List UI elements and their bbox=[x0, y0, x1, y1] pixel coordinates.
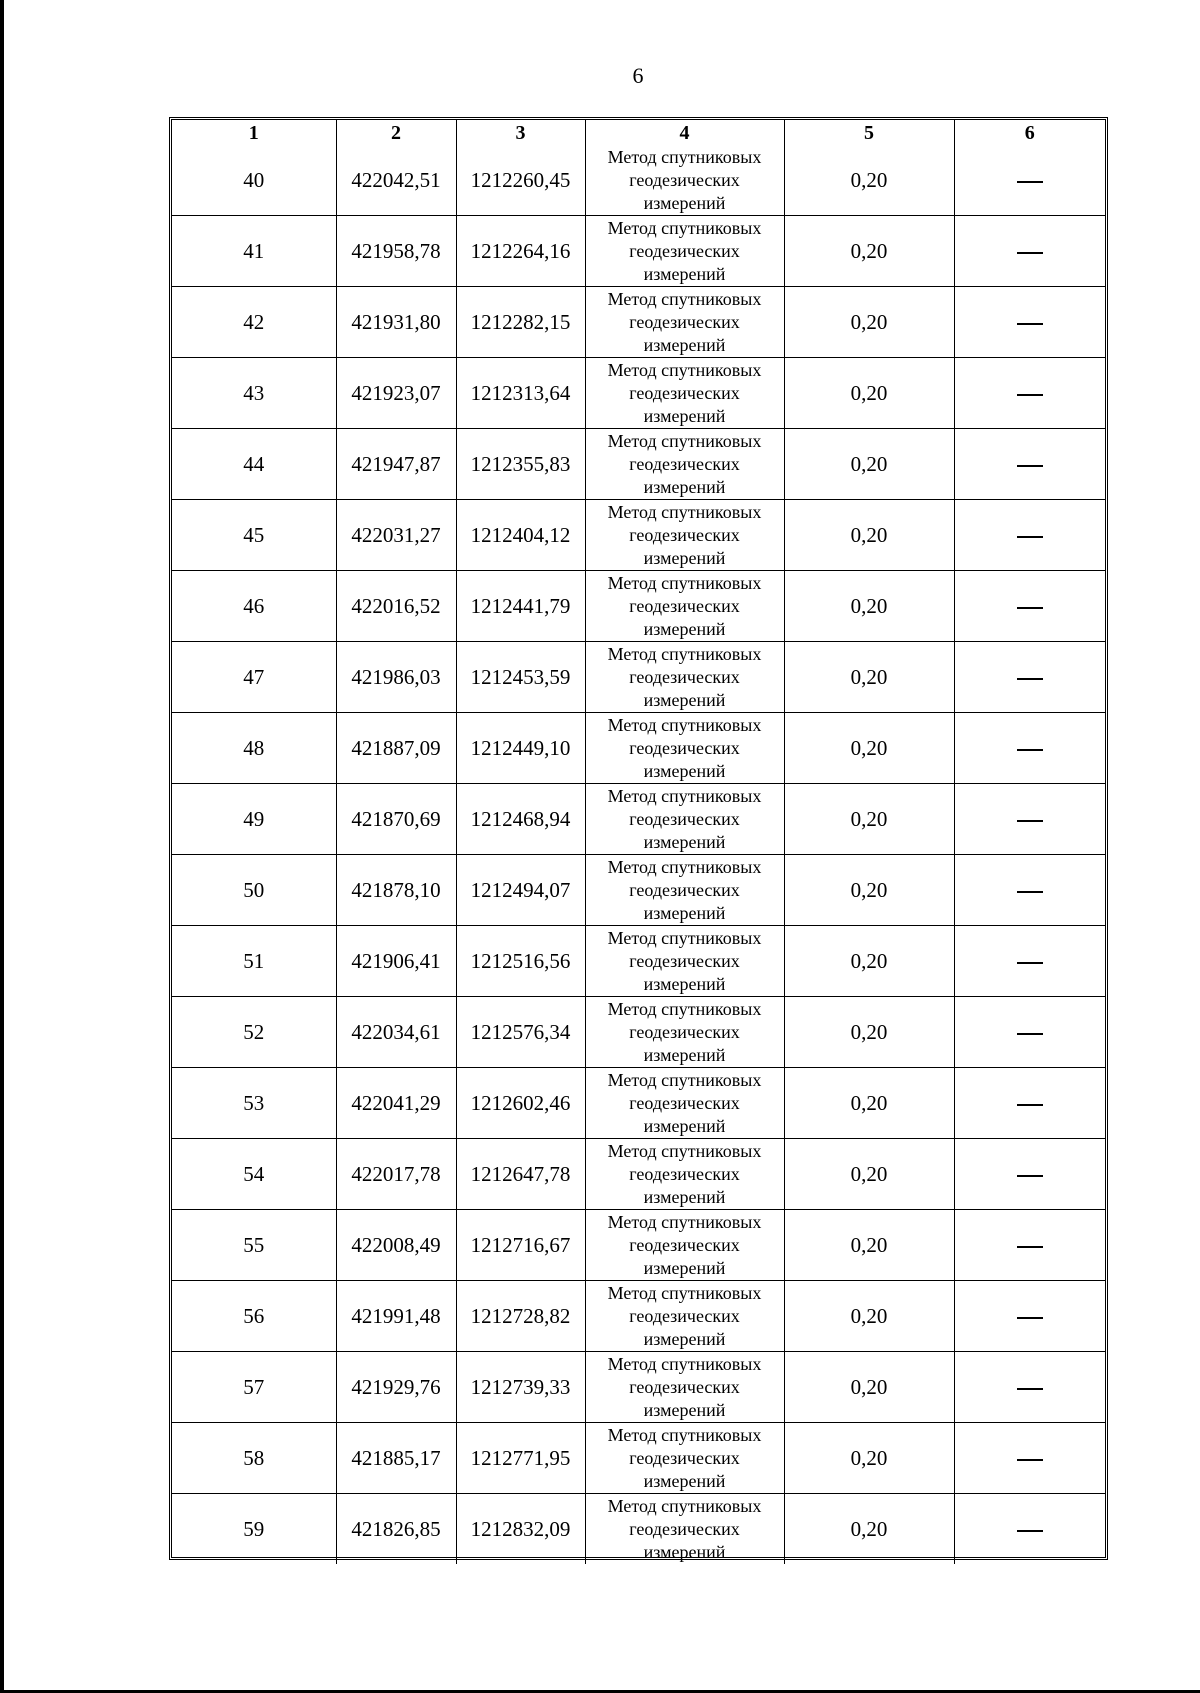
coordinate-y-cell: 1212449,10 bbox=[456, 713, 585, 784]
em-dash bbox=[1017, 1033, 1043, 1035]
accuracy-cell: 0,20 bbox=[784, 1068, 954, 1139]
method-cell bbox=[585, 216, 784, 287]
method-cell bbox=[585, 642, 784, 713]
coordinate-y-cell: 1212602,46 bbox=[456, 1068, 585, 1139]
em-dash bbox=[1017, 1175, 1043, 1177]
table-row bbox=[172, 287, 1105, 358]
coordinate-y-cell: 1212739,33 bbox=[456, 1352, 585, 1423]
method-cell bbox=[585, 713, 784, 784]
method-line: геодезических bbox=[629, 1234, 740, 1255]
method-line: Метод спутниковых bbox=[607, 217, 762, 238]
method-cell bbox=[585, 1494, 784, 1565]
coordinate-y-cell: 1212282,15 bbox=[456, 287, 585, 358]
coordinate-x-cell: 422008,49 bbox=[336, 1210, 456, 1281]
method-line: Метод спутниковых bbox=[607, 1069, 762, 1090]
method-cell bbox=[585, 926, 784, 997]
note-cell bbox=[954, 784, 1105, 855]
coordinate-y-cell: 1212260,45 bbox=[456, 145, 585, 216]
accuracy-cell: 0,20 bbox=[784, 1281, 954, 1352]
method-line: Метод спутниковых bbox=[607, 572, 762, 593]
coordinate-y-cell: 1212728,82 bbox=[456, 1281, 585, 1352]
method-line: геодезических bbox=[629, 595, 740, 616]
accuracy-cell: 0,20 bbox=[784, 216, 954, 287]
method-line: геодезических bbox=[629, 879, 740, 900]
point-number-cell: 49 bbox=[172, 784, 336, 855]
method-line: Метод спутниковых bbox=[607, 714, 762, 735]
table-row bbox=[172, 1494, 1105, 1565]
method-line: Метод спутниковых bbox=[607, 785, 762, 806]
note-cell bbox=[954, 500, 1105, 571]
em-dash bbox=[1017, 394, 1043, 396]
accuracy-cell: 0,20 bbox=[784, 500, 954, 571]
coordinate-y-cell: 1212355,83 bbox=[456, 429, 585, 500]
table-row bbox=[172, 997, 1105, 1068]
coordinate-y-cell: 1212453,59 bbox=[456, 642, 585, 713]
method-line: Метод спутниковых bbox=[607, 1353, 762, 1374]
table-header-row bbox=[172, 120, 1105, 145]
point-number-cell: 48 bbox=[172, 713, 336, 784]
coordinate-x-cell: 422034,61 bbox=[336, 997, 456, 1068]
method-line: измерений bbox=[643, 1399, 726, 1420]
note-cell bbox=[954, 358, 1105, 429]
coordinate-x-cell: 422016,52 bbox=[336, 571, 456, 642]
method-line: измерений bbox=[643, 405, 726, 426]
accuracy-cell: 0,20 bbox=[784, 1210, 954, 1281]
method-line: Метод спутниковых bbox=[607, 430, 762, 451]
method-cell bbox=[585, 429, 784, 500]
method-line: геодезических bbox=[629, 1518, 740, 1539]
em-dash bbox=[1017, 678, 1043, 680]
coordinate-x-cell: 421958,78 bbox=[336, 216, 456, 287]
method-line: геодезических bbox=[629, 453, 740, 474]
method-line: геодезических bbox=[629, 524, 740, 545]
coordinate-x-cell: 421878,10 bbox=[336, 855, 456, 926]
method-cell bbox=[585, 358, 784, 429]
scan-border-left bbox=[0, 0, 4, 1693]
column-header: 3 bbox=[456, 120, 585, 145]
accuracy-cell: 0,20 bbox=[784, 997, 954, 1068]
method-line: Метод спутниковых bbox=[607, 1495, 762, 1516]
coordinates-table bbox=[172, 120, 1105, 1564]
em-dash bbox=[1017, 891, 1043, 893]
table-row bbox=[172, 1352, 1105, 1423]
table-row bbox=[172, 500, 1105, 571]
method-line: геодезических bbox=[629, 1021, 740, 1042]
method-line: Метод спутниковых bbox=[607, 1140, 762, 1161]
method-line: измерений bbox=[643, 334, 726, 355]
method-line: геодезических bbox=[629, 1447, 740, 1468]
method-line: Метод спутниковых bbox=[607, 146, 762, 167]
method-line: геодезических bbox=[629, 1376, 740, 1397]
method-cell bbox=[585, 855, 784, 926]
coordinate-x-cell: 421906,41 bbox=[336, 926, 456, 997]
point-number-cell: 55 bbox=[172, 1210, 336, 1281]
accuracy-cell: 0,20 bbox=[784, 145, 954, 216]
point-number-cell: 41 bbox=[172, 216, 336, 287]
accuracy-cell: 0,20 bbox=[784, 358, 954, 429]
em-dash bbox=[1017, 820, 1043, 822]
coordinate-y-cell: 1212832,09 bbox=[456, 1494, 585, 1565]
method-line: Метод спутниковых bbox=[607, 288, 762, 309]
note-cell bbox=[954, 429, 1105, 500]
accuracy-cell: 0,20 bbox=[784, 287, 954, 358]
method-line: геодезических bbox=[629, 1163, 740, 1184]
method-line: измерений bbox=[643, 689, 726, 710]
table-row bbox=[172, 358, 1105, 429]
coordinate-x-cell: 421923,07 bbox=[336, 358, 456, 429]
method-cell bbox=[585, 1423, 784, 1494]
table-body bbox=[172, 145, 1105, 1564]
table-row bbox=[172, 571, 1105, 642]
coordinates-table-frame bbox=[169, 117, 1108, 1560]
table-row bbox=[172, 216, 1105, 287]
coordinate-y-cell: 1212716,67 bbox=[456, 1210, 585, 1281]
method-cell bbox=[585, 571, 784, 642]
page-number: 6 bbox=[632, 63, 644, 88]
note-cell bbox=[954, 571, 1105, 642]
note-cell bbox=[954, 1494, 1105, 1565]
coordinate-x-cell: 422031,27 bbox=[336, 500, 456, 571]
point-number-cell: 58 bbox=[172, 1423, 336, 1494]
accuracy-cell: 0,20 bbox=[784, 713, 954, 784]
point-number-cell: 43 bbox=[172, 358, 336, 429]
em-dash bbox=[1017, 1246, 1043, 1248]
point-number-cell: 40 bbox=[172, 145, 336, 216]
method-cell bbox=[585, 287, 784, 358]
method-cell bbox=[585, 997, 784, 1068]
table-row bbox=[172, 145, 1105, 216]
table-row bbox=[172, 713, 1105, 784]
method-cell bbox=[585, 1210, 784, 1281]
method-line: измерений bbox=[643, 192, 726, 213]
method-line: Метод спутниковых bbox=[607, 1211, 762, 1232]
table-row bbox=[172, 855, 1105, 926]
method-line: Метод спутниковых bbox=[607, 359, 762, 380]
method-line: геодезических bbox=[629, 382, 740, 403]
em-dash bbox=[1017, 962, 1043, 964]
em-dash bbox=[1017, 1388, 1043, 1390]
em-dash bbox=[1017, 465, 1043, 467]
method-cell bbox=[585, 1281, 784, 1352]
point-number-cell: 42 bbox=[172, 287, 336, 358]
method-line: измерений bbox=[643, 1044, 726, 1065]
note-cell bbox=[954, 145, 1105, 216]
method-line: измерений bbox=[643, 760, 726, 781]
column-header: 2 bbox=[336, 120, 456, 145]
table-row bbox=[172, 1210, 1105, 1281]
method-line: геодезических bbox=[629, 666, 740, 687]
note-cell bbox=[954, 926, 1105, 997]
table-row bbox=[172, 1139, 1105, 1210]
method-line: Метод спутниковых bbox=[607, 927, 762, 948]
method-line: Метод спутниковых bbox=[607, 998, 762, 1019]
coordinate-y-cell: 1212468,94 bbox=[456, 784, 585, 855]
coordinate-x-cell: 421885,17 bbox=[336, 1423, 456, 1494]
table-row bbox=[172, 926, 1105, 997]
coordinate-x-cell: 421826,85 bbox=[336, 1494, 456, 1565]
point-number-cell: 53 bbox=[172, 1068, 336, 1139]
coordinate-x-cell: 422017,78 bbox=[336, 1139, 456, 1210]
accuracy-cell: 0,20 bbox=[784, 1352, 954, 1423]
method-line: измерений bbox=[643, 263, 726, 284]
point-number-cell: 45 bbox=[172, 500, 336, 571]
method-line: измерений bbox=[643, 1257, 726, 1278]
table-row bbox=[172, 429, 1105, 500]
note-cell bbox=[954, 713, 1105, 784]
accuracy-cell: 0,20 bbox=[784, 1139, 954, 1210]
method-line: геодезических bbox=[629, 1305, 740, 1326]
em-dash bbox=[1017, 749, 1043, 751]
method-line: геодезических bbox=[629, 169, 740, 190]
coordinate-x-cell: 421991,48 bbox=[336, 1281, 456, 1352]
em-dash bbox=[1017, 1459, 1043, 1461]
em-dash bbox=[1017, 536, 1043, 538]
note-cell bbox=[954, 1352, 1105, 1423]
method-line: измерений bbox=[643, 476, 726, 497]
point-number-cell: 50 bbox=[172, 855, 336, 926]
method-line: измерений bbox=[643, 1541, 726, 1562]
method-line: измерений bbox=[643, 547, 726, 568]
table-row bbox=[172, 1423, 1105, 1494]
method-line: Метод спутниковых bbox=[607, 1282, 762, 1303]
em-dash bbox=[1017, 1104, 1043, 1106]
point-number-cell: 46 bbox=[172, 571, 336, 642]
method-line: геодезических bbox=[629, 1092, 740, 1113]
method-line: измерений bbox=[643, 1328, 726, 1349]
method-line: измерений bbox=[643, 1115, 726, 1136]
point-number-cell: 51 bbox=[172, 926, 336, 997]
point-number-cell: 54 bbox=[172, 1139, 336, 1210]
coordinate-y-cell: 1212576,34 bbox=[456, 997, 585, 1068]
table-row bbox=[172, 1281, 1105, 1352]
point-number-cell: 59 bbox=[172, 1494, 336, 1565]
method-cell bbox=[585, 1352, 784, 1423]
note-cell bbox=[954, 1139, 1105, 1210]
column-header: 1 bbox=[172, 120, 336, 145]
accuracy-cell: 0,20 bbox=[784, 1423, 954, 1494]
method-line: измерений bbox=[643, 902, 726, 923]
method-cell bbox=[585, 145, 784, 216]
method-line: геодезических bbox=[629, 950, 740, 971]
accuracy-cell: 0,20 bbox=[784, 429, 954, 500]
coordinate-y-cell: 1212264,16 bbox=[456, 216, 585, 287]
column-header: 4 bbox=[585, 120, 784, 145]
coordinate-x-cell: 421887,09 bbox=[336, 713, 456, 784]
note-cell bbox=[954, 855, 1105, 926]
table-row bbox=[172, 642, 1105, 713]
method-line: измерений bbox=[643, 1470, 726, 1491]
coordinate-y-cell: 1212771,95 bbox=[456, 1423, 585, 1494]
coordinate-x-cell: 421986,03 bbox=[336, 642, 456, 713]
column-header: 5 bbox=[784, 120, 954, 145]
note-cell bbox=[954, 1281, 1105, 1352]
method-line: геодезических bbox=[629, 240, 740, 261]
method-line: Метод спутниковых bbox=[607, 856, 762, 877]
note-cell bbox=[954, 642, 1105, 713]
coordinate-y-cell: 1212516,56 bbox=[456, 926, 585, 997]
coordinate-y-cell: 1212404,12 bbox=[456, 500, 585, 571]
accuracy-cell: 0,20 bbox=[784, 642, 954, 713]
coordinate-y-cell: 1212647,78 bbox=[456, 1139, 585, 1210]
note-cell bbox=[954, 1068, 1105, 1139]
method-cell bbox=[585, 1068, 784, 1139]
method-line: Метод спутниковых bbox=[607, 1424, 762, 1445]
method-line: геодезических bbox=[629, 737, 740, 758]
method-line: измерений bbox=[643, 618, 726, 639]
coordinate-y-cell: 1212313,64 bbox=[456, 358, 585, 429]
note-cell bbox=[954, 997, 1105, 1068]
method-cell bbox=[585, 500, 784, 571]
coordinate-x-cell: 421931,80 bbox=[336, 287, 456, 358]
method-line: Метод спутниковых bbox=[607, 501, 762, 522]
accuracy-cell: 0,20 bbox=[784, 571, 954, 642]
point-number-cell: 47 bbox=[172, 642, 336, 713]
note-cell bbox=[954, 1423, 1105, 1494]
method-line: Метод спутниковых bbox=[607, 643, 762, 664]
method-line: измерений bbox=[643, 973, 726, 994]
coordinate-x-cell: 421929,76 bbox=[336, 1352, 456, 1423]
coordinate-y-cell: 1212494,07 bbox=[456, 855, 585, 926]
em-dash bbox=[1017, 252, 1043, 254]
point-number-cell: 57 bbox=[172, 1352, 336, 1423]
coordinate-x-cell: 421870,69 bbox=[336, 784, 456, 855]
accuracy-cell: 0,20 bbox=[784, 855, 954, 926]
em-dash bbox=[1017, 323, 1043, 325]
point-number-cell: 52 bbox=[172, 997, 336, 1068]
em-dash bbox=[1017, 607, 1043, 609]
note-cell bbox=[954, 1210, 1105, 1281]
accuracy-cell: 0,20 bbox=[784, 926, 954, 997]
accuracy-cell: 0,20 bbox=[784, 1494, 954, 1565]
note-cell bbox=[954, 287, 1105, 358]
em-dash bbox=[1017, 1530, 1043, 1532]
method-cell bbox=[585, 1139, 784, 1210]
coordinate-x-cell: 421947,87 bbox=[336, 429, 456, 500]
method-line: измерений bbox=[643, 831, 726, 852]
em-dash bbox=[1017, 1317, 1043, 1319]
em-dash bbox=[1017, 181, 1043, 183]
method-line: измерений bbox=[643, 1186, 726, 1207]
method-line: геодезических bbox=[629, 808, 740, 829]
note-cell bbox=[954, 216, 1105, 287]
point-number-cell: 44 bbox=[172, 429, 336, 500]
coordinate-x-cell: 422041,29 bbox=[336, 1068, 456, 1139]
coordinate-x-cell: 422042,51 bbox=[336, 145, 456, 216]
table-row bbox=[172, 1068, 1105, 1139]
method-cell bbox=[585, 784, 784, 855]
table-row bbox=[172, 784, 1105, 855]
coordinate-y-cell: 1212441,79 bbox=[456, 571, 585, 642]
column-header: 6 bbox=[954, 120, 1105, 145]
point-number-cell: 56 bbox=[172, 1281, 336, 1352]
accuracy-cell: 0,20 bbox=[784, 784, 954, 855]
method-line: геодезических bbox=[629, 311, 740, 332]
